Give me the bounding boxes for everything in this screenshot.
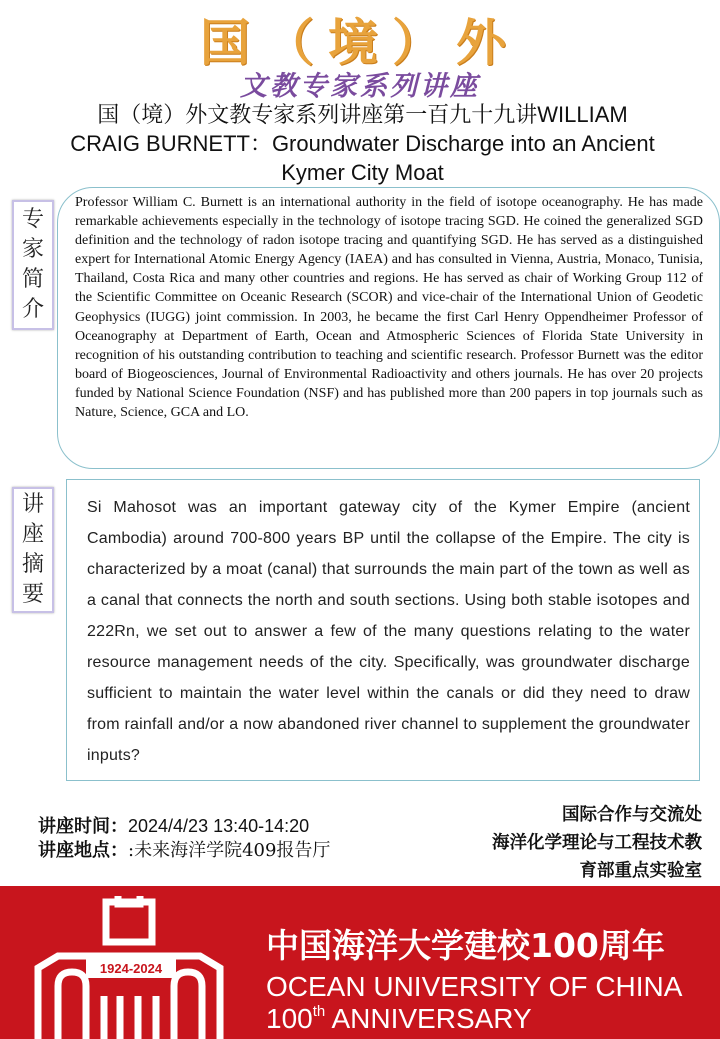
series-logo	[0, 14, 720, 102]
organizer-line: 海洋化学理论与工程技术教	[492, 833, 702, 853]
anniversary-cn-title: 中国海洋大学建校100周年	[266, 926, 665, 965]
organizer-line: 国际合作与交流处	[562, 805, 702, 825]
organizer-line: 育部重点实验室	[579, 861, 702, 881]
lecture-time-value: 2024/4/23 13:40-14:20	[128, 816, 310, 836]
university-building-logo	[28, 896, 233, 1039]
lecture-title: 国（境）外文教专家系列讲座第一百九十九讲WILLIAM CRAIG BURNETT：Groundwater Discharge into an Ancient Kymer City Moat	[70, 102, 655, 185]
series-logo-main: 国（境）外	[200, 14, 520, 72]
bio-label-char: 家	[21, 237, 44, 262]
anniversary-years: 1924-2024	[99, 961, 163, 976]
bio-label-char: 专	[21, 207, 44, 232]
abstract-section-label	[12, 487, 54, 613]
abstract-label-char: 座	[21, 522, 44, 547]
lecture-time-label: 讲座时间：	[38, 816, 128, 837]
series-logo-sub: 文教专家系列讲座	[240, 71, 480, 102]
speaker-bio-text: Professor William C. Burnett is an international authority in the field of isotope oceanography. He has made remarkable achievements especially in the technology of isotope tracing SGD. He coined the generalized SGD definition and the technology of radon isotope tracing and quantifying SGD. He has served as a distinguished expert for International Atomic Energy Agency (IAEA) and has consulted in Vienna, Austria, Monaco, Tunisia, Thailand, Costa Rica and many other countries and regions. He has served as chair of Working Group 112 of the Scientific Committee on Oceanic Research (SCOR) and vice-chair of the International Union of Geodetic Geophysics (IUGG) joint commission. In 2003, he became the first Carl Henry Oppendheimer Professor of Oceanography at Department of Earth, Ocean and Atmospheric Sciences of Florida State University in recognition of his outstanding contribution to teaching and scientific research. Professor Burnett was the editor board of Biogeosciences, Journal of Environmental Radioactivity and others journals. He has over 20 projects funded by National Science Foundation (NSF) and has published more than 200 papers in top journals such as Nature, Science, GCA and LO.	[75, 195, 703, 421]
abstract-label-char: 摘	[21, 552, 44, 577]
lecture-place-label: 讲座地点：	[38, 840, 128, 861]
organizers	[492, 801, 702, 885]
anniversary-word: ANNIVERSARY	[325, 1003, 532, 1034]
bio-label-char: 介	[21, 297, 44, 322]
bio-label-char: 简	[21, 267, 44, 292]
bio-section-label	[12, 200, 54, 330]
anniversary-number: 100	[266, 1003, 313, 1034]
lecture-place	[38, 836, 330, 862]
lecture-place-value: :未来海洋学院409报告厅	[128, 840, 331, 861]
anniversary-en-anniversary	[266, 1002, 532, 1036]
anniversary-en-university: OCEAN UNIVERSITY OF CHINA	[266, 971, 683, 1002]
lecture-time	[38, 812, 309, 838]
anniversary-ordinal: th	[312, 1003, 326, 1020]
abstract-label-char: 讲	[21, 492, 44, 517]
abstract-text: Si Mahosot was an important gateway city of the Kymer Empire (ancient Cambodia) around 700-800 years BP until the collapse of the Empire. The city is characterized by a moat (canal) that surrounds the main part of the town as well as a canal that connects the north and south sections. Using both stable isotopes and 222Rn, we set out to answer a few of the many questions relating to the water resource management needs of the city. Specifically, was groundwater discharge sufficient to maintain the water level within the canals or did they need to draw from rainfall and/or a now abandoned river channel to supplement the groundwater inputs?	[87, 499, 690, 764]
abstract-label-char: 要	[21, 582, 44, 607]
